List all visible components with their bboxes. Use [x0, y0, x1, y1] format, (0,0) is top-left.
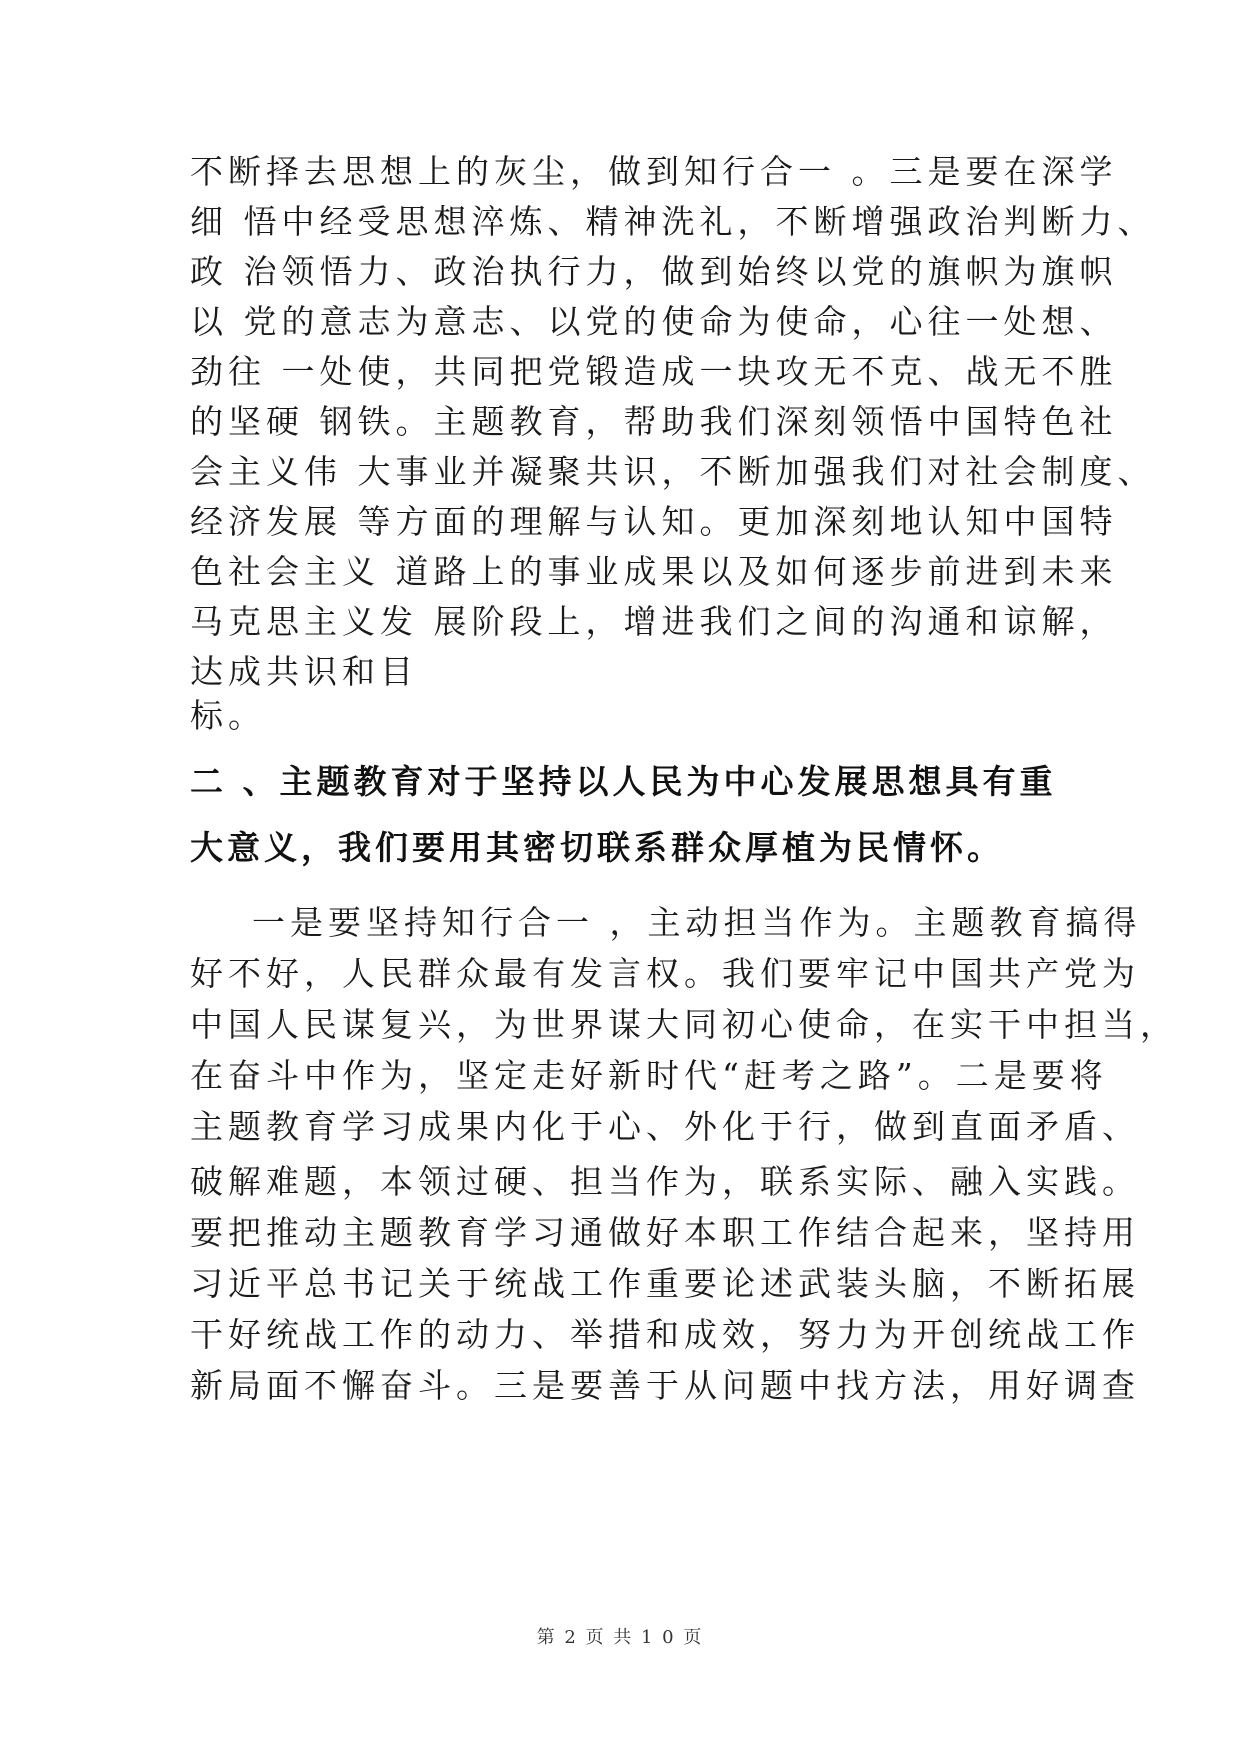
body-text-line: 马克思主义发 展阶段上，增进我们之间的沟通和谅解，: [190, 602, 1118, 641]
body-text-line: 在奋斗中作为，坚定走好新时代“赶考之路”。二是要将: [190, 1056, 1108, 1095]
body-text-line: 要把推动主题教育学习通做好本职工作结合起来，坚持用: [190, 1213, 1140, 1252]
body-text-line: 主题教育学习成果内化于心、外化于行，做到直面矛盾、: [190, 1107, 1140, 1146]
page-number-footer: 第 2 页 共 1 0 页: [536, 1627, 704, 1648]
body-text-line: 的坚硬 钢铁。主题教育，帮助我们深刻领悟中国特色社: [190, 402, 1118, 441]
body-text-line: 新局面不懈奋斗。三是要善于从问题中找方法，用好调查: [190, 1366, 1140, 1405]
body-text-line: 破解难题，本领过硬、担当作为，联系实际、融入实践。: [190, 1162, 1140, 1201]
body-text-line: 细 悟中经受思想淬炼、精神洗礼，不断增强政治判断力、: [190, 202, 1156, 241]
section-heading-line: 大意义，我们要用其密切联系群众厚植为民情怀。: [190, 828, 1004, 867]
body-text-line: 中国人民谋复兴，为世界谋大同初心使命，在实干中担当，: [190, 1005, 1178, 1044]
body-text-line: 会主义伟 大事业并凝聚共识，不断加强我们对社会制度、: [190, 452, 1156, 491]
body-text-line: 标。: [190, 696, 266, 735]
body-text-line: 不断择去思想上的灰尘，做到知行合一 。三是要在深学: [190, 152, 1118, 191]
body-text-line: 经济发展 等方面的理解与认知。更加深刻地认知中国特: [190, 502, 1118, 541]
body-text-line: 色社会主义 道路上的事业成果以及如何逐步前进到未来: [190, 552, 1118, 591]
body-text-line: 达成共识和目: [190, 652, 418, 691]
body-text-line: 习近平总书记关于统战工作重要论述武装头脑，不断拓展: [190, 1264, 1140, 1303]
body-text-line: 好不好，人民群众最有发言权。我们要牢记中国共产党为: [190, 954, 1140, 993]
body-text-line: 干好统战工作的动力、举措和成效，努力为开创统战工作: [190, 1315, 1140, 1354]
body-text-line: 一是要坚持知行合一 ，主动担当作为。主题教育搞得: [190, 903, 1142, 942]
body-text-line: 以 党的意志为意志、以党的使命为使命，心往一处想、: [190, 302, 1118, 341]
body-text-line: 劲往 一处使，共同把党锻造成一块攻无不克、战无不胜: [190, 352, 1118, 391]
section-heading-line: 二 、主题教育对于坚持以人民为中心发展思想具有重: [190, 762, 1057, 801]
body-text-line: 政 治领悟力、政治执行力，做到始终以党的旗帜为旗帜: [190, 252, 1118, 291]
